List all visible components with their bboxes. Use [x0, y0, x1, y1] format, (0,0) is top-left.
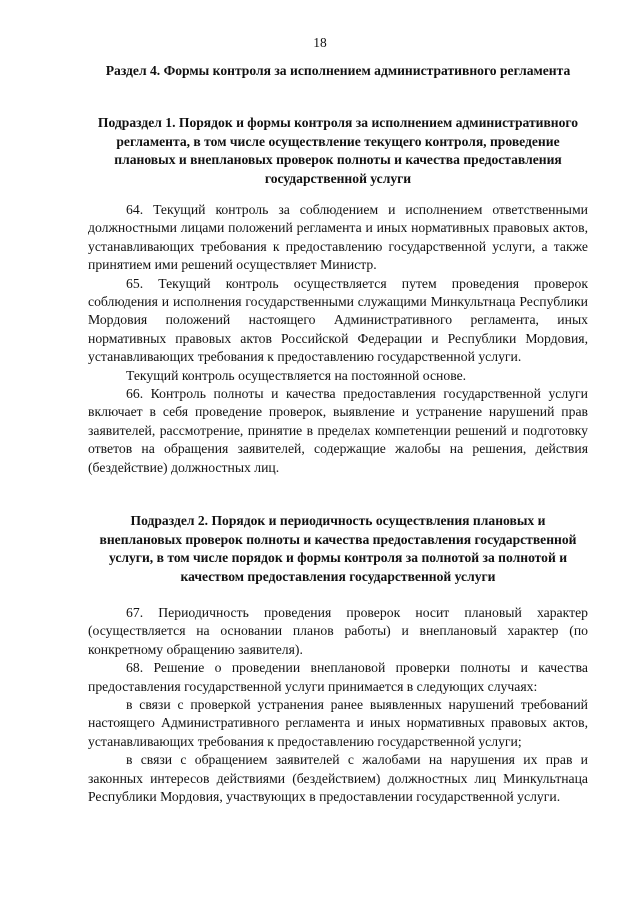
paragraph-66: 66. Контроль полноты и качества предоставления государственной услуги включает в себя проведение проверок, выявление и устранение нарушений прав заявителей, рассмотрение, принятие в пределах компетенции решений и подготовку ответов на обращения заявителей, содержащие жалобы на решения, действия (бездействие) должностных лиц. [88, 386, 588, 475]
page-number: 18 [313, 35, 327, 50]
subsection-2-title: Подраздел 2. Порядок и периодичность осуществления плановых и внеплановых проверок полноты и качества предоставления государственной услуги, в том числе порядок и формы контроля за полнотой за полнотой и качеством предоставления государственной услуги [99, 513, 577, 584]
paragraph-64: 64. Текущий контроль за соблюдением и исполнением ответственными должностными лицами положений регламента и иных нормативных правовых актов, устанавливающих требования к предоставлению государственной услуги, а также принятием ими решений осуществляет Министр. [88, 202, 588, 273]
paragraph-case-2: в связи с обращением заявителей с жалобами на нарушения их прав и законных интересов действиями (бездействием) должностных лиц Минкультнаца Республики Мордовия, участвующих в предоставлении государственной услуги. [88, 752, 588, 805]
section-title: Раздел 4. Формы контроля за исполнением административного регламента [105, 63, 571, 78]
paragraph-case-1: в связи с проверкой устранения ранее выявленных нарушений требований настоящего Административного регламента и иных нормативных правовых актов, устанавливающих требования к предоставлению государственной услуги; [88, 697, 588, 749]
paragraph-68: 68. Решение о проведении внеплановой проверки полноты и качества предоставления государственной услуги принимается в следующих случаях: [88, 660, 588, 694]
paragraph-67: 67. Периодичность проведения проверок носит плановый характер (осуществляется на основании планов работы) и внеплановый характер (по конкретному обращению заявителя). [88, 605, 588, 657]
paragraph-65: 65. Текущий контроль осуществляется путем проведения проверок соблюдения и исполнения государственными служащими Минкультнаца Республики Мордовия положений настоящего Административного регламента, иных нормативных правовых актов Российской Федерации и Республики Мордовия, устанавливающих требования к предоставлению государственной услуги. [88, 275, 588, 365]
subsection-1-title: Подраздел 1. Порядок и формы контроля за исполнением административного регламента, в том числе осуществление текущего контроля, проведение плановых и внеплановых проверок полноты и качества предоставления государственной услуги [97, 115, 579, 186]
subsection-2-body [88, 604, 588, 806]
paragraph-current-control: Текущий контроль осуществляется на постоянной основе. [126, 367, 467, 383]
subsection-1-body [88, 201, 588, 477]
